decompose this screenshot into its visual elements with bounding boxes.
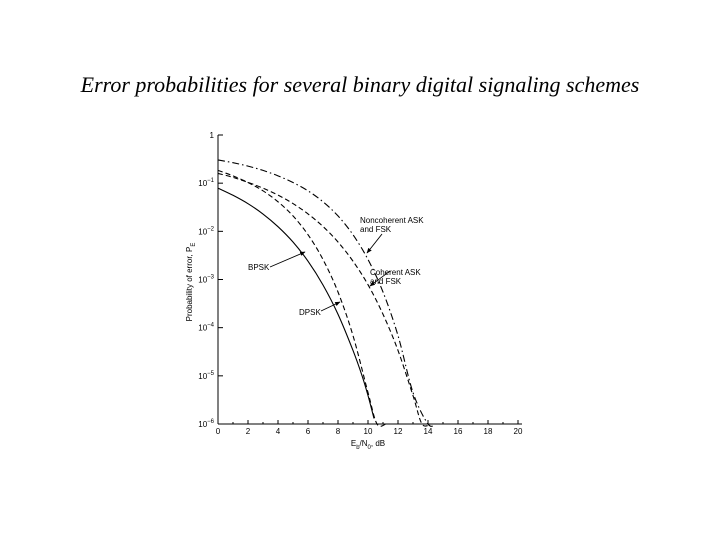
annotations — [248, 216, 424, 317]
series-line-0 — [218, 188, 374, 418]
y-tick-label: $10^{-1}$ — [198, 178, 214, 189]
x-tick-label: 16 — [453, 427, 463, 436]
y-axis-label: Probability of error, $P_E$ — [185, 242, 197, 322]
x-tick-label: 12 — [393, 427, 403, 436]
series-line-1 — [218, 170, 386, 426]
x-axis-label: $E_b/N_0$, dB — [350, 439, 386, 451]
y-tick-label: $10^{-2}$ — [198, 226, 214, 237]
x-tick-label: 20 — [513, 427, 523, 436]
annotation-arrow-2 — [270, 252, 305, 267]
ticks — [198, 131, 523, 436]
x-tick-label: 6 — [305, 427, 311, 436]
series-layer — [218, 160, 436, 426]
x-tick-label: 10 — [363, 427, 373, 436]
x-tick-label: 18 — [483, 427, 493, 436]
annotation-label-3: DPSK — [299, 308, 321, 317]
x-tick-label: 2 — [245, 427, 251, 436]
y-tick-label: $10^{-4}$ — [198, 322, 214, 333]
x-tick-label: 8 — [335, 427, 341, 436]
x-tick-label: 0 — [215, 427, 221, 436]
annotation-label-2: BPSK — [248, 263, 270, 272]
slide-title: Error probabilities for several binary digital signaling schemes — [80, 72, 640, 97]
y-tick-label: 1 — [209, 131, 214, 140]
x-tick-label: 4 — [275, 427, 281, 436]
y-tick-label: $10^{-6}$ — [198, 419, 214, 429]
x-tick-label: 14 — [423, 427, 433, 436]
annotation-label-0: Noncoherent ASK and FSK — [360, 216, 424, 234]
series-line-2 — [218, 173, 431, 426]
annotation-label-1: Coherent ASK and FSK — [370, 268, 421, 286]
y-tick-label: $10^{-3}$ — [198, 274, 214, 285]
annotation-arrow-3 — [321, 302, 340, 311]
series-line-3 — [218, 160, 436, 426]
y-tick-label: $10^{-5}$ — [198, 370, 214, 381]
annotation-arrow-0 — [367, 234, 382, 253]
